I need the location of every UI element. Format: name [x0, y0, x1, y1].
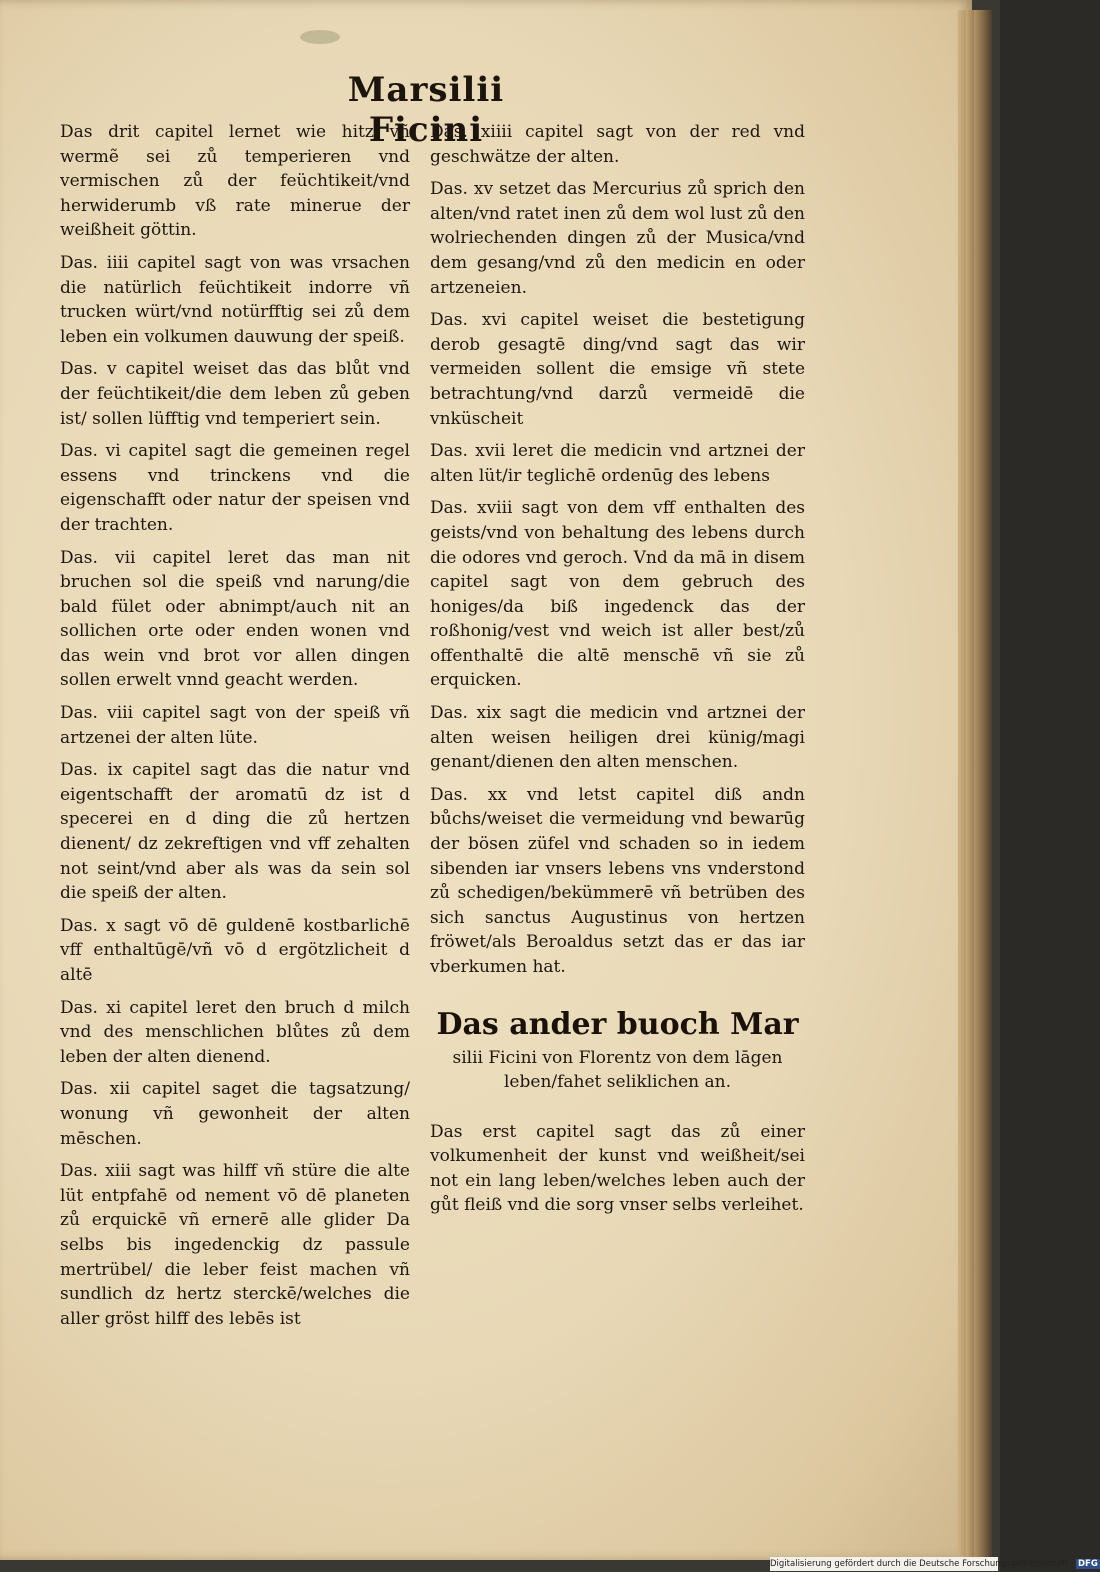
chapter-summary: Das erst capitel sagt das zů einer volkumenheit der kunst vnd weißheit/sei not ein lang leben/welches leben auch der gůt fleiß vnd die sorg vnser selbs verleihet. — [430, 1121, 805, 1216]
chapter-summary: Das. vi capitel sagt die gemeinen regel essens vnd trinckens vnd die eigenschafft oder natur der speisen vnd der trachten. — [60, 441, 410, 535]
ink-smudge — [300, 30, 340, 44]
page-edge — [966, 10, 974, 1560]
section-heading: Das ander buoch Mar — [436, 1006, 799, 1042]
credit-text: Digitalisierung gefördert durch die Deutsche Forschungsgemeinschaft - — [770, 1559, 1074, 1569]
section-subheading: silii Ficini von Florentz von dem lāgen leben/fahet seliklichen an. — [452, 1047, 783, 1092]
chapter-summary: Das. xii capitel saget die tagsatzung/ wonung vñ gewonheit der alten mēschen. — [60, 1079, 410, 1149]
chapter-summary: Das. v capitel weiset das das blůt vnd der feüchtikeit/die dem leben zů geben ist/ sollen lüfftig vnd temperiert sein. — [60, 359, 410, 429]
chapter-summary: Das. xi capitel leret den bruch d milch vnd des menschlichen blůtes zů dem leben der alten dienend. — [60, 997, 410, 1067]
chapter-summary: Das. ix capitel sagt das die natur vnd eigentschafft der aromatū dz ist d specerei en d ding die zů hertzen dienent/ dz zekreftigen vnd vff zehalten not seint/vnd aber als was da sein sol die speiß der alten. — [60, 760, 410, 904]
chapter-summary: Das. iiii capitel sagt von was vrsachen die natürlich feüchtikeit indorre vñ trucken würt/vnd notürfftig sei zů dem leben ein volkumen dauwung der speiß. — [60, 252, 410, 347]
second-book-entries — [430, 1120, 805, 1218]
right-column-entries — [430, 120, 805, 980]
chapter-summary: Das. viii capitel sagt von der speiß vñ artzenei der alten lüte. — [60, 703, 410, 748]
chapter-summary: Das. xvi capitel weiset die bestetigung derob gesagtē ding/vnd sagt das wir vermeiden sollent die emsige vñ stete betrachtung/vnd darzů vermeidē die vnküscheit — [430, 310, 805, 429]
chapter-summary: Das. xx vnd letst capitel diß andn bůchs/weiset die vermeidung vnd bewarūg der bösen züfel vnd schaden so in iedem sibenden iar vnsers lebens vns vnderstond zů schedigen/bekümmerē vñ betrüben des sich sanctus Augustinus von hertzen fröwet/als Beroaldus setzt das er das iar vberkumen hat. — [430, 784, 805, 977]
book-spine-edge — [974, 10, 992, 1560]
chapter-summary: Das. vii capitel leret das man nit bruchen sol die speiß vnd narung/die bald fület oder abnimpt/auch nit an sollichen orte oder enden wonen vnd das wein vnd brot vor allen dingen sollen erwelt vnnd geacht werden. — [60, 547, 410, 691]
chapter-summary: Das. xvii leret die medicin vnd artznei der alten lüt/ir teglichē ordenūg des lebens — [430, 441, 805, 486]
left-column — [60, 120, 410, 1339]
page-edge — [958, 10, 966, 1560]
dfg-logo: DFG — [1077, 1559, 1098, 1569]
right-column — [430, 120, 805, 1226]
chapter-summary: Das. xix sagt die medicin vnd artznei der alten weisen heiligen drei künig/magi genant/dienen den alten menschen. — [430, 703, 805, 773]
running-header: Marsilii Ficini — [347, 70, 505, 150]
chapter-summary: Das. xiii sagt was hilff vñ stüre die alte lüt entpfahē od nement vō dē planeten zů erquickē vñ ernerē alle glider Da selbs bis ingedenckig dz passule mertrübel/ die leber feist machen vñ sundlich dz hertz sterckē/welches die aller gröst hilff des lebēs ist — [60, 1161, 410, 1329]
chapter-summary: Das. x sagt vō dē guldenē kostbarlichē vff enthaltūgē/vñ vō d ergötzlicheit d altē — [60, 915, 410, 985]
digitization-credit — [770, 1557, 1098, 1571]
chapter-summary: Das drit capitel lernet wie hitz vñ wermẽ sei zů temperieren vnd vermischen zů der feüchtikeit/vnd herwiderumb vß rate minerue der weißheit göttin. — [60, 122, 410, 241]
chapter-summary: Das. xviii sagt von dem vff enthalten des geists/vnd von behaltung des lebens durch die odores vnd geroch. Vnd da mā in disem capitel sagt von dem gebruch des honiges/da biß ingedenck das der roßhonig/vest vnd weich ist aller best/zů offenthaltē die altē menschē vñ sie zů erquicken. — [430, 498, 805, 691]
chapter-summary: Das. xv setzet das Mercurius zů sprich den alten/vnd ratet inen zů dem wol lust zů den wolriechenden dingen zů der Musica/vnd dem gesang/vnd zů den medicin en oder artzeneien. — [430, 179, 805, 298]
chapter-summary: Das. xiiii capitel sagt von der red vnd geschwätze der alten. — [430, 122, 805, 167]
